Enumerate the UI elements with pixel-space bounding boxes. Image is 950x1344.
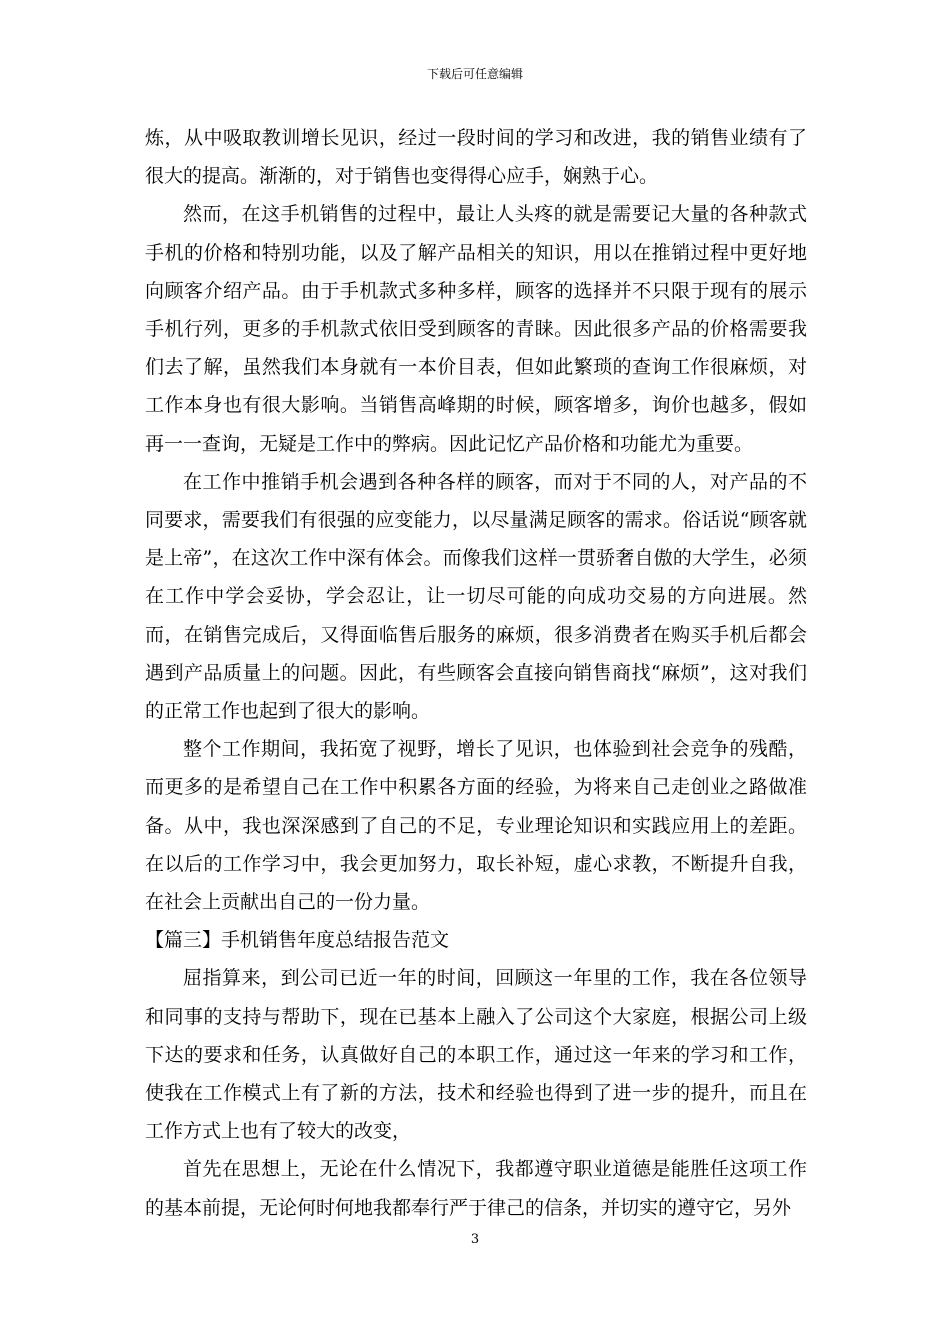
paragraph-price-memorization: 然而，在这手机销售的过程中，最让人头疼的就是需要记大量的各种款式手机的价格和特别功能，以及了解产品相关的知识，用以在推销过程中更好地向顾客介绍产品。由于手机款式多种多样，顾客的选择并不只限于现有的展示手机行列，更多的手机款式依旧受到顾客的青睐。因此很多产品的价格需要我们去了解，虽然我们本身就有一本价目表，但如此繁琐的查询工作很麻烦，对工作本身也有很大影响。当销售高峰期的时候，顾客增多，询价也越多，假如再一一查询，无疑是工作中的弊病。因此记忆产品价格和功能尤为重要。 (145, 203, 807, 455)
paragraph-ideology: 首先在思想上，无论在什么情况下，我都遵守职业道德是能胜任这项工作的基本前提，无论何时何地我都奉行严于律己的信条，并切实的遵守它，另外 (145, 1158, 807, 1219)
paragraph-annual-review: 屈指算来，到公司已近一年的时间，回顾这一年里的工作，我在各位领导和同事的支持与帮助下，现在已基本上融入了公司这个大家庭，根据公司上级下达的要求和任务，认真做好自己的本职工作，通过这一年来的学习和工作，使我在工作模式上有了新的方法，技术和经验也得到了进一步的提升，而且在工作方式上也有了较大的改变， (145, 967, 807, 1143)
section-heading: 【篇三】手机销售年度总结报告范文 (145, 929, 450, 952)
page-header: 下载后可任意编辑 (426, 67, 523, 81)
paragraph-customer-adaptation: 在工作中推销手机会遇到各种各样的顾客，而对于不同的人，对产品的不同要求，需要我们有很强的应变能力，以尽量满足顾客的需求。俗话说“顾客就是上帝”，在这次工作中深有体会。而像我们这样一贯骄奢自傲的大学生，必须在工作中学会妥协，学会忍让，让一切尽可能的向成功交易的方向进展。然而，在销售完成后，又得面临售后服务的麻烦，很多消费者在购买手机后都会遇到产品质量上的问题。因此，有些顾客会直接向销售商找“麻烦”，这对我们的正常工作也起到了很大的影响。 (145, 470, 807, 723)
paragraph-work-reflection: 整个工作期间，我拓宽了视野，增长了见识，也体验到社会竞争的残酷，而更多的是希望自己在工作中积累各方面的经验，为将来自己走创业之路做准备。从中，我也深深感到了自己的不足，专业理论知识和实践应用上的差距。在以后的工作学习中，我会更加努力，取长补短，虚心求教，不断提升自我，在社会上贡献出自己的一份力量。 (145, 738, 807, 914)
document-body (145, 119, 807, 1227)
paragraph-continuation: 炼，从中吸取教训增长见识，经过一段时间的学习和改进，我的销售业绩有了很大的提高。渐渐的，对于销售也变得得心应手，娴熟于心。 (145, 127, 807, 188)
page-number: 3 (470, 1232, 480, 1247)
